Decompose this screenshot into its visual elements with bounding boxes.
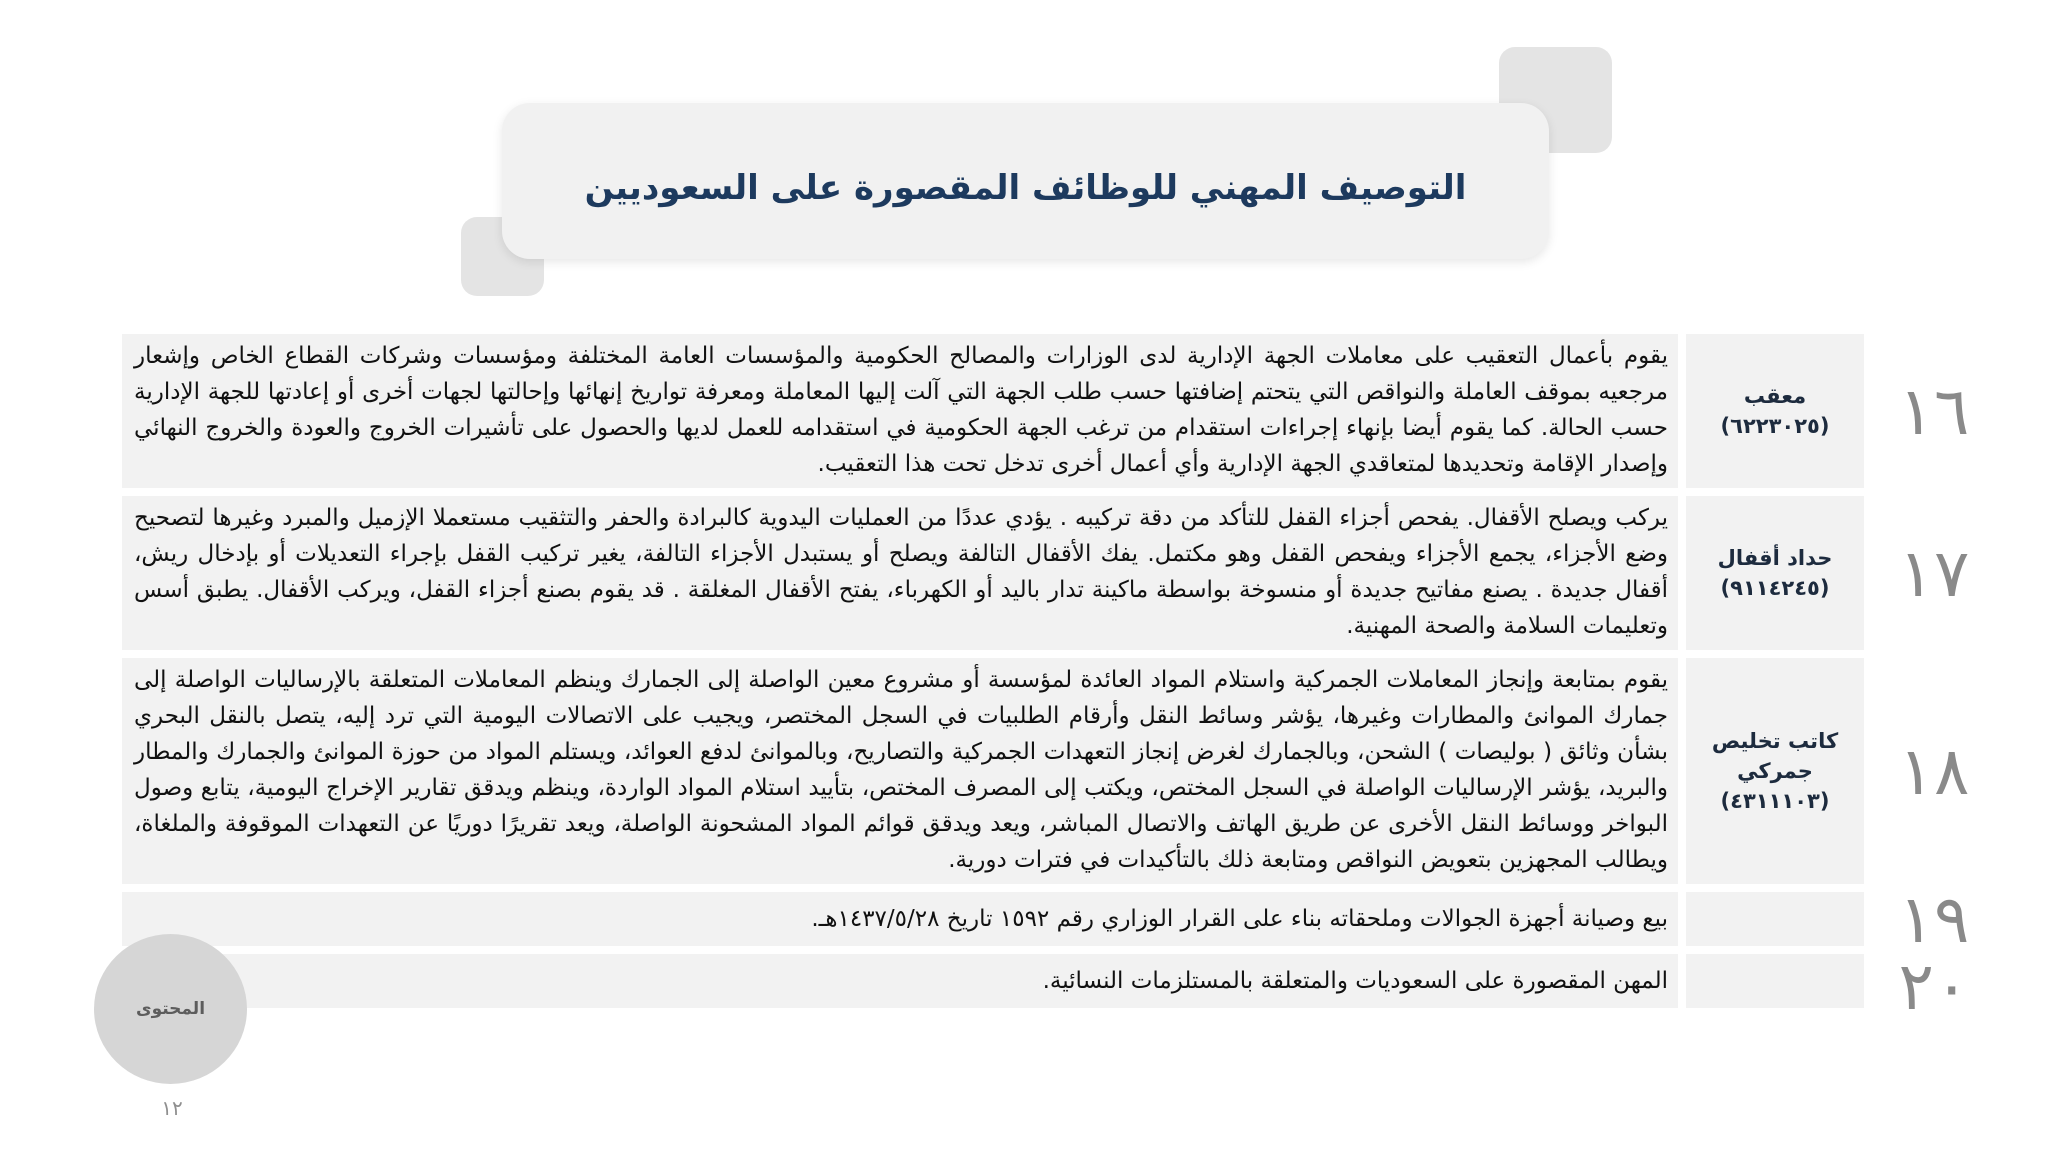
job-description: يقوم بمتابعة وإنجاز المعاملات الجمركية واستلام المواد العائدة لمؤسسة أو مشروع معين الواصلة إلى الجمارك وينظم المعاملات المتعلقة بالإرساليات الواصلة إلى جمارك الموانئ والمطارات وغيرها، يؤشر وسائط النقل وأرقام الطلبيات في السجل المختصر، ويجيب على الاتصالات اليومية التي ترد إليه، يتصل بالنقل البحري بشأن وثائق ( بوليصات ) الشحن، وبالجمارك لغرض إنجاز التعهدات الجمركية والتصاريح، وبالموانئ لدفع العوائد، ويستلم المواد من حوزة الموانئ والجمارك والمطار والبريد، يؤشر الإرساليات الواصلة في السجل المختص، ويكتب إلى المصرف المختص، بتأييد استلام المواد الواردة، وينظم ويدقق تقارير الإخراج اليومية، يتابع وصول البواخر ووسائط النقل الأخرى عن طريق الهاتف والاتصال المباشر، ويعد ويدقق قوائم المواد المشحونة الواصلة، ويعد تقريرًا دوريًا عن التعهدات الموقوفة والملغاة، ويطالب المجهزين بتعويض النواقص ومتابعة ذلك بالتأكيدات في فترات دورية.	[122, 658, 1678, 884]
row-number: ٢٠	[1898, 948, 1970, 1025]
table-row-18	[122, 658, 1970, 884]
table-row-16	[122, 334, 1970, 488]
contents-button[interactable]: المحتوى	[94, 934, 247, 1084]
row-number: ١٩	[1898, 880, 1970, 958]
job-code: (٤٣١١١٠٣)	[1720, 789, 1830, 813]
job-title: معقب	[1743, 384, 1807, 408]
job-title-cell	[1686, 334, 1864, 488]
job-code: (٩١١٤٢٤٥)	[1720, 576, 1830, 600]
page-title: التوصيف المهني للوظائف المقصورة على السعوديين	[584, 168, 1467, 208]
job-title-cell	[1686, 658, 1864, 884]
row-number: ١٧	[1898, 534, 1970, 612]
job-description-text: بيع وصيانة أجهزة الجوالات وملحقاته بناء على القرار الوزاري رقم ١٥٩٢ تاريخ ١٤٣٧/٥/٢٨هـ.	[811, 906, 1668, 932]
job-description	[122, 892, 1678, 946]
job-description: يركب ويصلح الأقفال. يفحص أجزاء القفل للتأكد من دقة تركيبه . يؤدي عددًا من العمليات اليدوية كالبرادة والحفر والتثقيب مستعملا الإزميل والمبرد وغيرها لتصحيح وضع الأجزاء، يجمع الأجزاء ويفحص القفل وهو مكتمل. يفك الأقفال التالفة ويصلح أو يستبدل الأجزاء التالفة، يغير تركيب القفل بإجراء التعديلات أو بإدخال ريش، أقفال جديدة . يصنع مفاتيح جديدة أو منسوخة بواسطة ماكينة تدار باليد أو الكهرباء، يفتح الأقفال المغلقة . قد يقوم بصنع أجزاء القفل، ويركب الأقفال. يطبق أسس وتعليمات السلامة والصحة المهنية.	[122, 496, 1678, 650]
job-title-cell	[1686, 954, 1864, 1008]
job-code: (٦٢٢٣٠٢٥)	[1720, 414, 1830, 438]
job-title: حداد أقفال	[1717, 546, 1833, 570]
row-number: ١٦	[1898, 372, 1970, 450]
table-row-19	[122, 880, 1970, 958]
job-descriptions-table	[122, 334, 1970, 1025]
job-title-cell	[1686, 496, 1864, 650]
title-card	[502, 103, 1549, 259]
job-title: كاتب تخليص جمركي	[1711, 729, 1839, 783]
job-description-text: المهن المقصورة على السعوديات والمتعلقة بالمستلزمات النسائية.	[1042, 968, 1668, 994]
row-number: ١٨	[1898, 732, 1970, 810]
page-number: ١٢	[161, 1096, 183, 1120]
job-description: يقوم بأعمال التعقيب على معاملات الجهة الإدارية لدى الوزارات والمصالح الحكومية والمؤسسات العامة المختلفة ومؤسسات وشركات القطاع الخاص وإشعار مرجعيه بموقف العاملة والنواقص التي يتحتم إضافتها حسب طلب الجهة التي آلت إليها المعاملة ومعرفة تواريخ إنهائها وإحالتها لجهات أخرى أو إعادتها للجهة الإدارية حسب الحالة. كما يقوم أيضا بإنهاء إجراءات استقدام من ترغب الجهة الحكومية في استقدامه للعمل لديها والحصول على تأشيرات الخروج والعودة والخروج النهائي وإصدار الإقامة وتحديدها لمتعاقدي الجهة الإدارية وأي أعمال أخرى تدخل تحت هذا التعقيب.	[122, 334, 1678, 488]
job-title-cell	[1686, 892, 1864, 946]
job-description	[122, 954, 1678, 1008]
table-row-17	[122, 496, 1970, 650]
